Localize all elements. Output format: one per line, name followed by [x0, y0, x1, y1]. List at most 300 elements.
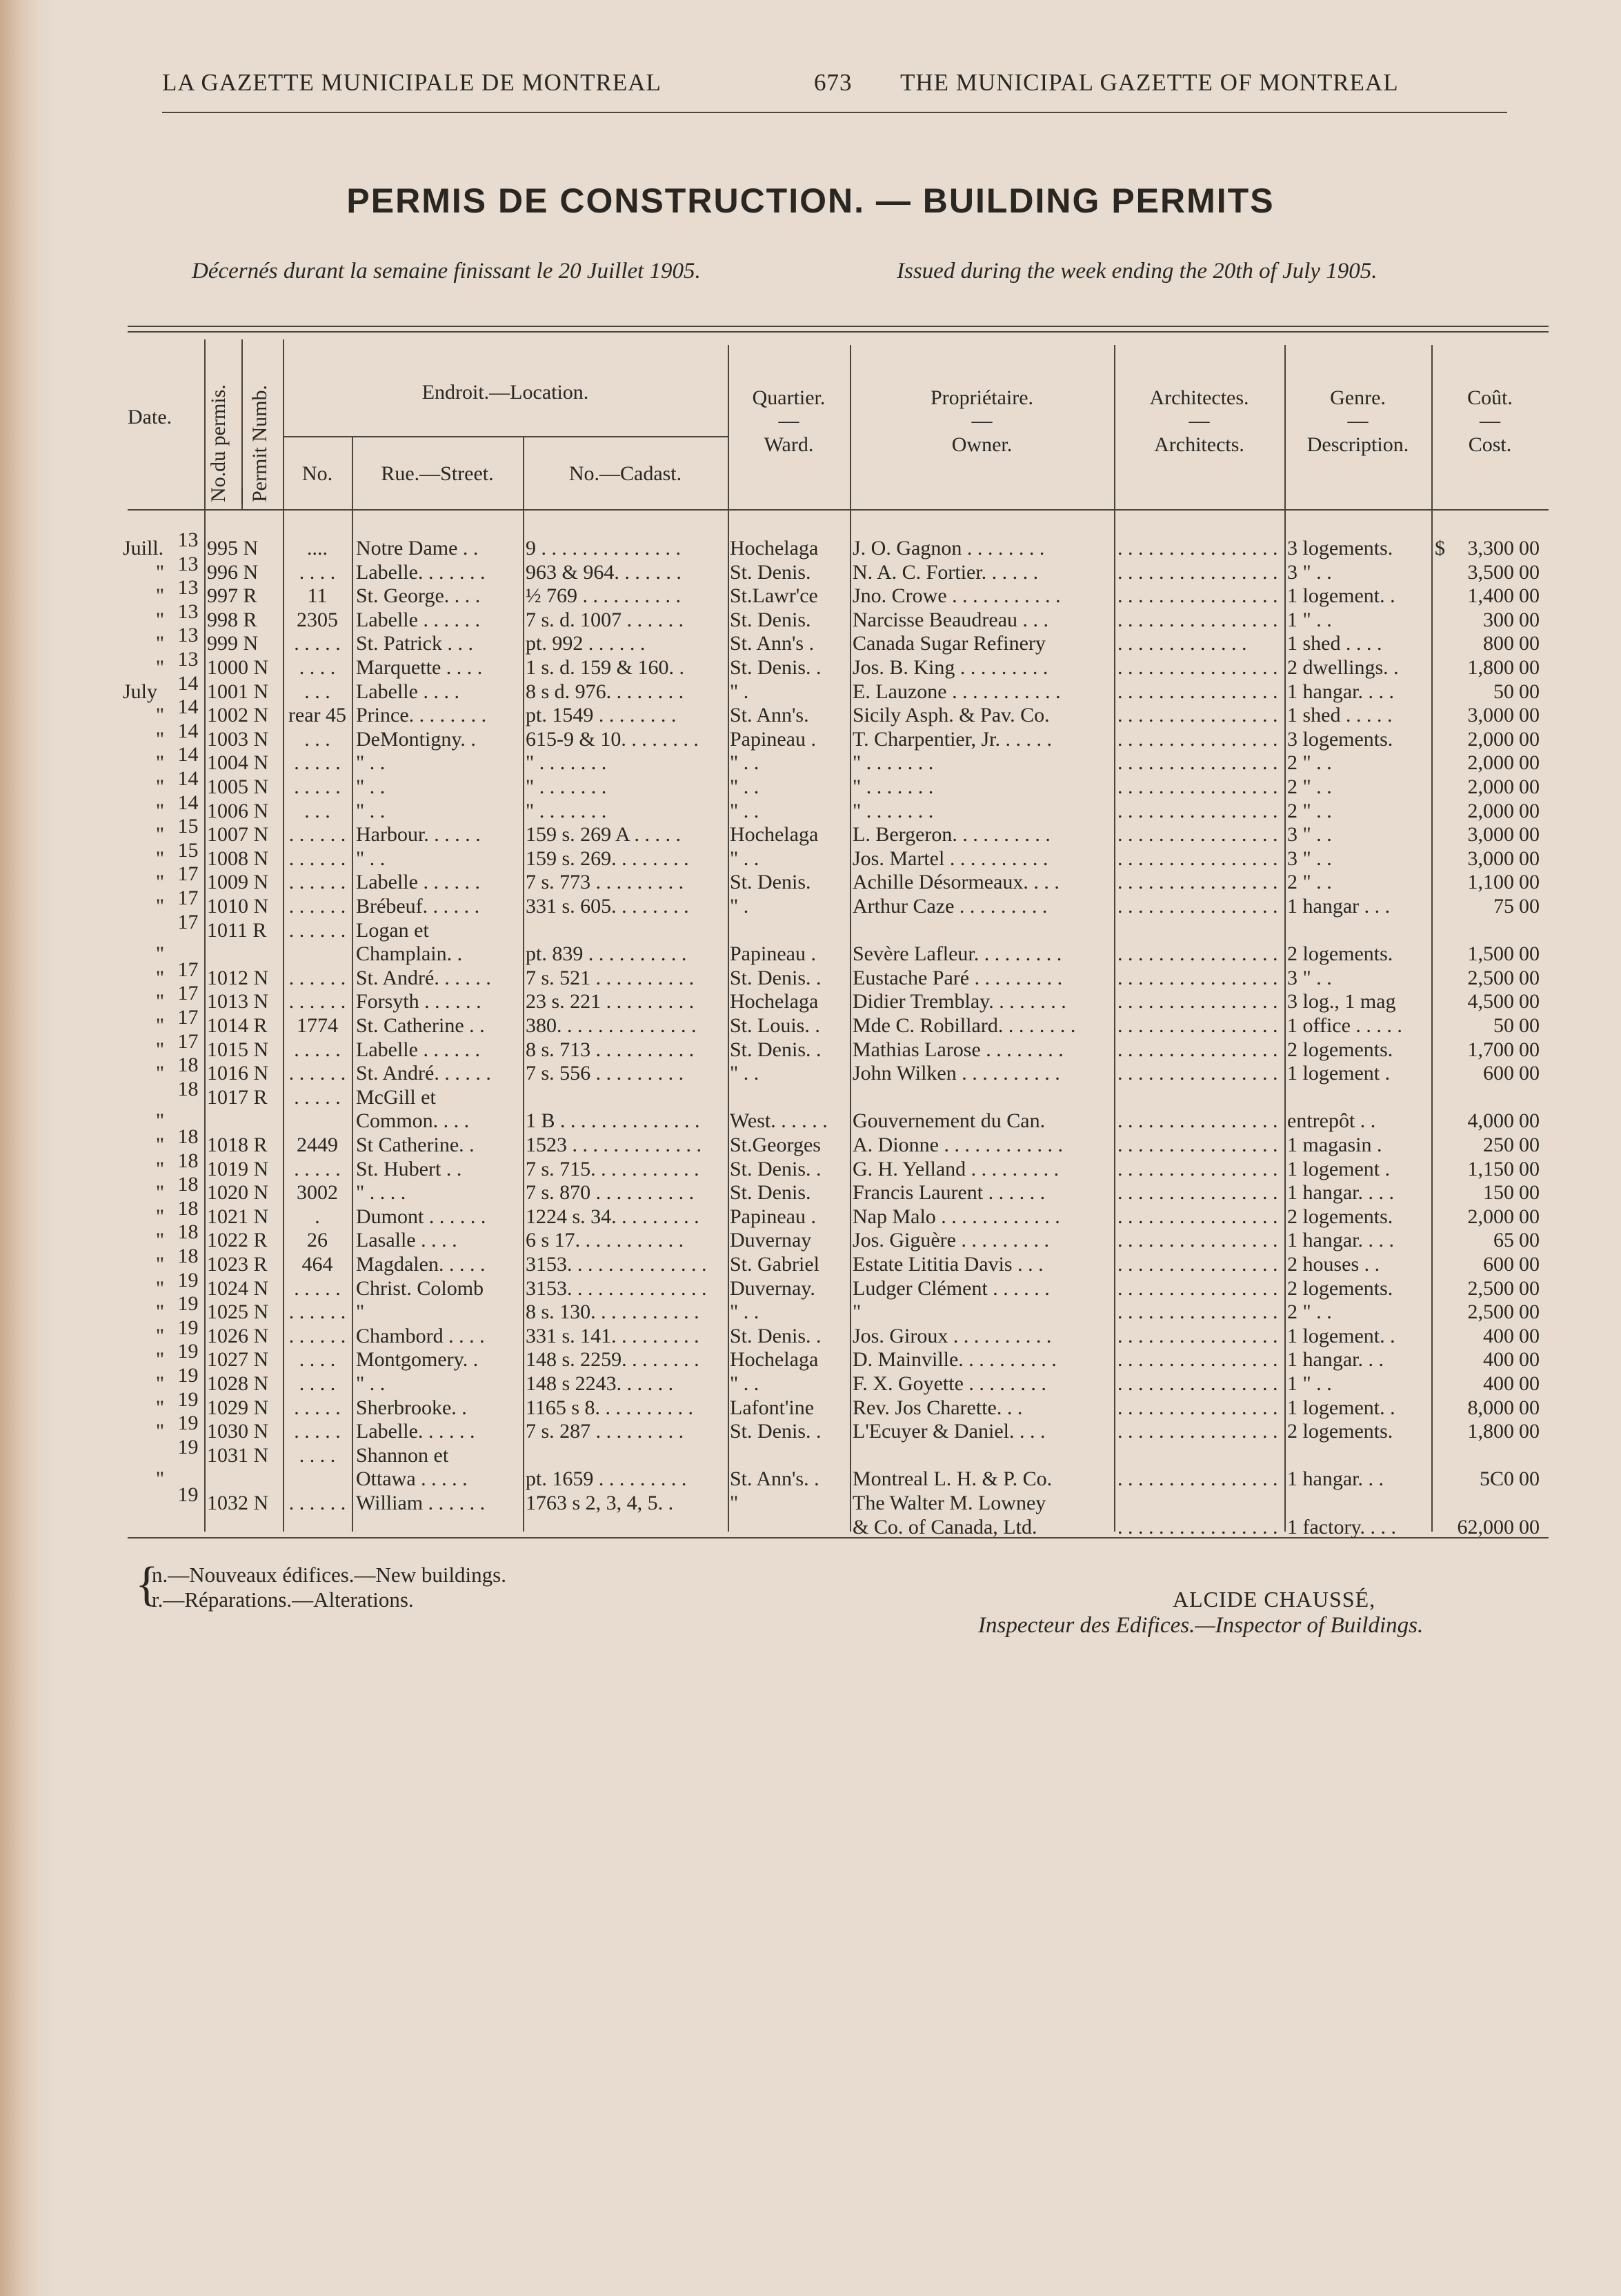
- cell-no: 1774: [297, 1014, 338, 1037]
- cell-cur: $: [1435, 537, 1445, 560]
- cell-cadast: 159 s. 269. . . . . . . .: [526, 847, 689, 870]
- cell-ward: " . .: [730, 775, 759, 798]
- cell-genre: 1 hangar. . . .: [1287, 1229, 1394, 1251]
- legend-brace: {: [135, 1558, 159, 1611]
- cell-cents: 00: [1519, 847, 1540, 870]
- cell-ward: Papineau .: [730, 942, 816, 965]
- cell-day: 17: [177, 862, 199, 885]
- cell-day: 14: [177, 767, 199, 790]
- cell-arch: . . . . . . . . . . . . . . . .: [1117, 895, 1278, 918]
- subtitle-french: Décernés durant la semaine finissant le 20 Juillet 1905.: [192, 259, 701, 284]
- cell-ditto: ": [155, 1325, 165, 1347]
- cell-cadast: 1224 s. 34. . . . . . . . .: [526, 1205, 699, 1228]
- cell-ward: Hochelaga: [730, 1348, 819, 1371]
- cell-no: 3002: [297, 1181, 338, 1204]
- cell-genre: 2 logements.: [1287, 1038, 1393, 1061]
- cell-owner: Montreal L. H. & P. Co.: [853, 1467, 1053, 1490]
- table-row: [0, 672, 1621, 704]
- header-ward-french: Quartier.: [752, 386, 826, 409]
- cell-cents: 00: [1519, 1516, 1540, 1538]
- cell-street: Labelle. . . . . .: [356, 1420, 475, 1443]
- cell-ditto: ": [155, 1229, 165, 1251]
- cell-cost: 3,300: [1467, 537, 1514, 560]
- cell-genre: 2 " . .: [1287, 871, 1332, 893]
- cell-cadast: 8 s d. 976. . . . . . . .: [526, 680, 684, 703]
- table-row: [0, 815, 1621, 847]
- cell-arch: . . . . . . . . . . . . . . . .: [1117, 1396, 1278, 1419]
- cell-day: 18: [177, 1245, 199, 1267]
- cell-day: 19: [177, 1388, 199, 1411]
- cell-cadast: 615-9 & 10. . . . . . . .: [526, 728, 699, 751]
- cell-street: Forsyth . . . . . .: [356, 990, 481, 1013]
- cell-arch: . . . . . . . . . . . . . . . .: [1117, 871, 1278, 893]
- cell-day: 14: [177, 672, 199, 695]
- cell-no: .: [315, 1205, 320, 1228]
- cell-cadast: " . . . . . . .: [526, 751, 607, 774]
- cell-street: St. Catherine . .: [356, 1014, 485, 1037]
- cell-day: 17: [177, 1030, 199, 1053]
- cell-day: 14: [177, 720, 199, 742]
- cell-permit: 1017 R: [207, 1086, 268, 1109]
- header-description-dash: —: [1347, 409, 1369, 432]
- cell-street: St. André. . . . . .: [356, 1062, 491, 1085]
- cell-month: July: [123, 680, 158, 703]
- cell-permit: 1015 N: [207, 1038, 269, 1061]
- cell-arch: . . . . . . . . . . . . . . . .: [1117, 1372, 1278, 1395]
- table-row: [0, 743, 1621, 775]
- cell-cost: 250: [1483, 1134, 1514, 1156]
- cell-owner: N. A. C. Fortier. . . . . .: [853, 561, 1039, 584]
- cell-cost: 3,000: [1467, 847, 1514, 870]
- cell-ward: St. Denis.: [730, 561, 811, 584]
- cell-cents: 00: [1519, 1348, 1540, 1371]
- cell-owner: Narcisse Beaudreau . . .: [853, 608, 1049, 631]
- cell-street: Shannon et: [356, 1444, 449, 1467]
- header-location: Endroit.—Location.: [421, 381, 589, 404]
- cell-arch: . . . . . . . . . . . . . . . .: [1117, 561, 1278, 584]
- cell-owner: " . . . . . . .: [853, 800, 934, 822]
- cell-genre: 3 " . .: [1287, 847, 1332, 870]
- cell-cost: 2,000: [1467, 751, 1514, 774]
- cell-arch: . . . . . . . . . . . . . . . .: [1117, 680, 1278, 703]
- cell-cents: 00: [1519, 680, 1540, 703]
- table-row: [0, 1078, 1621, 1109]
- cell-no: 464: [301, 1253, 333, 1276]
- cell-cost: 600: [1483, 1253, 1514, 1276]
- cell-cost: 400: [1483, 1348, 1514, 1371]
- cell-owner: G. H. Yelland . . . . . . . . .: [853, 1158, 1060, 1180]
- cell-cadast: 9 . . . . . . . . . . . . . .: [526, 537, 681, 560]
- table-row: [0, 1006, 1621, 1038]
- cell-cost: 3,000: [1467, 704, 1514, 726]
- cell-ditto: ": [155, 847, 165, 870]
- cell-ditto: ": [155, 751, 165, 774]
- cell-permit: 1026 N: [207, 1325, 269, 1347]
- subtitle-english: Issued during the week ending the 20th of July 1905.: [897, 259, 1378, 284]
- cell-street: Prince. . . . . . . .: [356, 704, 487, 726]
- header-cost-english: Cost.: [1468, 433, 1512, 456]
- cell-ditto: ": [155, 1253, 165, 1276]
- cell-street: Chambord . . . .: [356, 1325, 485, 1347]
- cell-cadast: 159 s. 269 A . . . . .: [526, 823, 682, 846]
- cell-no: . . . . .: [294, 1158, 341, 1180]
- cell-cadast: 7 s. 715. . . . . . . . . . .: [526, 1158, 699, 1180]
- cell-ward: St. Denis. .: [730, 1325, 822, 1347]
- cell-no: . . . . .: [294, 1396, 341, 1419]
- cell-permit: 1025 N: [207, 1300, 269, 1323]
- cell-day: 18: [177, 1125, 199, 1148]
- cell-street: Lasalle . . . .: [356, 1229, 457, 1251]
- cell-owner: T. Charpentier, Jr. . . . . .: [853, 728, 1053, 751]
- cell-cents: 00: [1519, 1181, 1540, 1204]
- page-title: PERMIS DE CONSTRUCTION. — BUILDING PERMITS: [346, 181, 1275, 220]
- cell-ward: St. Denis.: [730, 608, 811, 631]
- cell-cents: 00: [1519, 1109, 1540, 1132]
- table-row: [0, 942, 1621, 966]
- cell-ward: St. Gabriel: [730, 1253, 819, 1276]
- header-street: Rue.—Street.: [381, 462, 494, 485]
- cell-arch: . . . . . . . . . . . . . . . .: [1117, 775, 1278, 798]
- cell-genre: 1 magasin .: [1287, 1134, 1382, 1156]
- cell-day: 19: [177, 1316, 199, 1339]
- cell-ward: St. Ann's .: [730, 632, 815, 655]
- cell-cents: 00: [1519, 967, 1540, 989]
- running-head-rule: [162, 112, 1507, 113]
- cell-day: 18: [177, 1220, 199, 1243]
- cell-ditto: ": [155, 656, 165, 679]
- cell-cadast: 6 s 17. . . . . . . . . . .: [526, 1229, 684, 1251]
- cell-cost: 150: [1483, 1181, 1514, 1204]
- cell-ward: " . .: [730, 751, 759, 774]
- cell-street: " . .: [356, 800, 386, 822]
- cell-street: Brébeuf. . . . . .: [356, 895, 480, 918]
- cell-street: St. George. . . .: [356, 584, 481, 607]
- cell-arch: . . . . . . . . . . . . . . . .: [1117, 1038, 1278, 1061]
- cell-no: 11: [307, 584, 328, 607]
- cell-arch: . . . . . . . . . . . . . . . .: [1117, 1277, 1278, 1300]
- cell-ditto: ": [155, 561, 165, 584]
- cell-genre: 2 logements.: [1287, 1420, 1393, 1443]
- cell-day: 13: [177, 553, 199, 575]
- cell-arch: . . . . . . . . . . . . . . . .: [1117, 728, 1278, 751]
- cell-ditto: ": [155, 1372, 165, 1395]
- cell-ward: " . .: [730, 1300, 759, 1323]
- cell-street: " . .: [356, 847, 386, 870]
- cell-owner: J. O. Gagnon . . . . . . . .: [853, 537, 1045, 560]
- cell-street: William . . . . . .: [356, 1492, 486, 1514]
- cell-genre: 3 " . .: [1287, 967, 1332, 989]
- cell-cost: 800: [1483, 632, 1514, 655]
- cell-street: Notre Dame . .: [356, 537, 479, 560]
- cell-permit: 1006 N: [207, 800, 269, 822]
- cell-arch: . . . . . . . . . . . . . . . .: [1117, 800, 1278, 822]
- cell-permit: 1022 R: [207, 1229, 268, 1251]
- table-row: [0, 553, 1621, 584]
- cell-permit: 1005 N: [207, 775, 269, 798]
- header-ward-dash: —: [778, 409, 799, 432]
- cell-cadast: 1 B . . . . . . . . . . . . . .: [526, 1109, 700, 1132]
- cell-street: Logan et: [356, 919, 429, 942]
- table-row: [0, 1030, 1621, 1062]
- cell-day: 19: [177, 1436, 199, 1458]
- inspector-name: ALCIDE CHAUSSÉ,: [1173, 1587, 1376, 1612]
- cell-genre: 2 " . .: [1287, 800, 1332, 822]
- cell-cents: 00: [1519, 751, 1540, 774]
- cell-permit: 1016 N: [207, 1062, 269, 1085]
- cell-owner: Ludger Clément . . . . . .: [853, 1277, 1050, 1300]
- cell-day: 13: [177, 624, 199, 646]
- cell-street: " . .: [356, 775, 386, 798]
- cell-arch: . . . . . . . . . . . . . . . .: [1117, 537, 1278, 560]
- cell-genre: 3 logements.: [1287, 537, 1393, 560]
- table-row: [0, 958, 1621, 990]
- cell-arch: . . . . . . . . . . . . . . . .: [1117, 1420, 1278, 1443]
- cell-no: . . . .: [299, 1444, 336, 1467]
- cell-arch: . . . . . . . . . . . . . . . .: [1117, 1325, 1278, 1347]
- header-owner-french: Propriétaire.: [930, 386, 1034, 409]
- cell-ward: West. . . . . .: [730, 1109, 828, 1132]
- cell-day: 18: [177, 1197, 199, 1220]
- cell-cost: 4,500: [1467, 990, 1514, 1013]
- cell-cost: 2,000: [1467, 800, 1514, 822]
- header-owner-english: Owner.: [951, 433, 1013, 456]
- cell-genre: 2 " . .: [1287, 1300, 1332, 1323]
- cell-day: 19: [177, 1340, 199, 1363]
- cell-ditto: ": [155, 1109, 165, 1132]
- cell-genre: 1 logement .: [1287, 1062, 1391, 1085]
- cell-day: 14: [177, 791, 199, 814]
- cell-genre: 2 logements.: [1287, 942, 1393, 965]
- cell-street: ": [356, 1300, 365, 1323]
- cell-street: St. André. . . . . .: [356, 967, 491, 989]
- cell-genre: 1 hangar . . .: [1287, 895, 1391, 918]
- cell-cost: 300: [1483, 608, 1514, 631]
- cell-ditto: ": [155, 942, 165, 965]
- cell-ditto: ": [155, 1062, 165, 1085]
- cell-ditto: ": [155, 1348, 165, 1371]
- cell-owner: " . . . . . . .: [853, 775, 934, 798]
- cell-cost: 50: [1493, 1014, 1514, 1037]
- cell-street: Magdalen. . . . .: [356, 1253, 486, 1276]
- cell-owner: Mde C. Robillard. . . . . . . .: [853, 1014, 1076, 1037]
- cell-arch: . . . . . . . . . . . . .: [1117, 632, 1247, 655]
- legend-new-buildings: n.—Nouveaux édifices.—New buildings.: [152, 1563, 506, 1587]
- cell-day: 17: [177, 958, 199, 981]
- cell-cost: 2,000: [1467, 775, 1514, 798]
- running-head-left: LA GAZETTE MUNICIPALE DE MONTREAL: [162, 69, 662, 96]
- cell-arch: . . . . . . . . . . . . . . . .: [1117, 1181, 1278, 1204]
- cell-street: Montgomery. .: [356, 1348, 479, 1371]
- cell-cadast: 1165 s 8. . . . . . . . . .: [526, 1396, 694, 1419]
- cell-cadast: pt. 1549 . . . . . . . .: [526, 704, 677, 726]
- cell-owner: L'Ecuyer & Daniel. . . .: [853, 1420, 1046, 1443]
- cell-cost: 1,500: [1467, 942, 1514, 965]
- cell-genre: entrepôt . .: [1287, 1109, 1376, 1132]
- cell-permit: 1024 N: [207, 1277, 269, 1300]
- cell-cents: 00: [1519, 990, 1540, 1013]
- table-row: [0, 648, 1621, 680]
- cell-day: 19: [177, 1412, 199, 1434]
- cell-no: . . . . .: [294, 1038, 341, 1061]
- cell-cents: 00: [1519, 1396, 1540, 1419]
- cell-cost: 75: [1493, 895, 1514, 918]
- inspector-title: Inspecteur des Edifices.—Inspector of Buildings.: [978, 1613, 1424, 1638]
- cell-ward: Hochelaga: [730, 823, 819, 846]
- cell-cadast: 23 s. 221 . . . . . . . . .: [526, 990, 695, 1013]
- cell-owner: A. Dionne . . . . . . . . . . . .: [853, 1134, 1063, 1156]
- cell-day: 19: [177, 1292, 199, 1315]
- cell-owner: John Wilken . . . . . . . . . .: [853, 1062, 1060, 1085]
- running-head-right: THE MUNICIPAL GAZETTE OF MONTREAL: [900, 69, 1399, 96]
- cell-permit: 1021 N: [207, 1205, 269, 1228]
- cell-ward: St. Denis. .: [730, 656, 822, 679]
- cell-cadast: " . . . . . . .: [526, 775, 607, 798]
- cell-cost: 2,000: [1467, 1205, 1514, 1228]
- cell-ditto: ": [155, 608, 165, 631]
- cell-owner: Jno. Crowe . . . . . . . . . . .: [853, 584, 1061, 607]
- cell-genre: 1 logement. .: [1287, 584, 1395, 607]
- cell-day: 18: [177, 1078, 199, 1100]
- cell-permit: 1008 N: [207, 847, 269, 870]
- cell-ward: " . .: [730, 1062, 759, 1085]
- cell-no: . . . . .: [294, 632, 341, 655]
- cell-no: . . . . . .: [288, 1062, 346, 1085]
- cell-ditto: ": [155, 871, 165, 893]
- cell-arch: . . . . . . . . . . . . . . . .: [1117, 1229, 1278, 1251]
- cell-genre: 1 hangar. . . .: [1287, 1181, 1394, 1204]
- cell-cost: 8,000: [1467, 1396, 1514, 1419]
- cell-ward: Papineau .: [730, 1205, 816, 1228]
- cell-street: Champlain. .: [356, 942, 463, 965]
- cell-genre: 1 office . . . . .: [1287, 1014, 1402, 1037]
- cell-street: St. Hubert . .: [356, 1158, 462, 1180]
- cell-owner: Sevère Lafleur. . . . . . . . .: [853, 942, 1062, 965]
- cell-owner: Didier Tremblay. . . . . . . .: [853, 990, 1066, 1013]
- table-row: [0, 982, 1621, 1013]
- cell-permit: 1018 R: [207, 1134, 268, 1156]
- table-row: [0, 1516, 1621, 1539]
- cell-owner: Sicily Asph. & Pav. Co.: [853, 704, 1050, 726]
- cell-ditto: ": [155, 823, 165, 846]
- cell-ditto: ": [155, 1181, 165, 1204]
- cell-no: . . . . .: [294, 775, 341, 798]
- cell-day: 13: [177, 600, 199, 623]
- table-row: [0, 1340, 1621, 1372]
- cell-cadast: pt. 839 . . . . . . . . . .: [526, 942, 687, 965]
- cell-permit: 1002 N: [207, 704, 269, 726]
- cell-no: ....: [307, 537, 328, 560]
- table-row: [0, 1412, 1621, 1443]
- cell-no: rear 45: [288, 704, 347, 726]
- table-top-rule: [128, 326, 1549, 327]
- cell-permit: 1004 N: [207, 751, 269, 774]
- cell-genre: 2 logements.: [1287, 1205, 1393, 1228]
- cell-ditto: ": [155, 1134, 165, 1156]
- cell-arch: . . . . . . . . . . . . . . . .: [1117, 1300, 1278, 1323]
- header-description-english: Description.: [1306, 433, 1409, 456]
- cell-day: 17: [177, 982, 199, 1004]
- cell-day: 19: [177, 1364, 199, 1387]
- cell-cadast: ½ 769 . . . . . . . . . .: [526, 584, 681, 607]
- table-row: [0, 1109, 1621, 1133]
- cell-genre: 3 log., 1 mag: [1287, 990, 1396, 1013]
- cell-ditto: ": [155, 990, 165, 1013]
- cell-ward: St. Denis. .: [730, 1158, 822, 1180]
- table-row: [0, 528, 1621, 560]
- cell-day: 17: [177, 1006, 199, 1029]
- table-row: [0, 576, 1621, 608]
- cell-owner: Jos. B. King . . . . . . . . .: [853, 656, 1048, 679]
- cell-day: 13: [177, 576, 199, 599]
- cell-no: . . . . . .: [288, 990, 346, 1013]
- cell-permit: 996 N: [207, 561, 259, 584]
- cell-permit: 1012 N: [207, 967, 269, 989]
- cell-cents: 00: [1519, 537, 1540, 560]
- cell-street: Labelle . . . . . .: [356, 1038, 480, 1061]
- cell-owner: Francis Laurent . . . . . .: [853, 1181, 1046, 1204]
- cell-genre: 2 dwellings. .: [1287, 656, 1399, 679]
- cell-ward: St.Georges: [730, 1134, 821, 1156]
- cell-ward: Papineau .: [730, 728, 816, 751]
- cell-cadast: 148 s. 2259. . . . . . . .: [526, 1348, 699, 1371]
- cell-ditto: ": [155, 1396, 165, 1419]
- cell-no: . . . .: [299, 561, 336, 584]
- cell-street: Labelle. . . . . . .: [356, 561, 486, 584]
- cell-cents: 00: [1519, 728, 1540, 751]
- cell-ditto: ": [155, 704, 165, 726]
- cell-cents: 00: [1519, 871, 1540, 893]
- cell-permit: 1003 N: [207, 728, 269, 751]
- cell-arch: . . . . . . . . . . . . . . . .: [1117, 751, 1278, 774]
- cell-owner: L. Bergeron. . . . . . . . . .: [853, 823, 1051, 846]
- cell-ditto: ": [155, 775, 165, 798]
- cell-ward: St. Louis. .: [730, 1014, 820, 1037]
- cell-ward: St. Ann's. .: [730, 1467, 819, 1490]
- cell-cadast: 7 s. 287 . . . . . . . . .: [526, 1420, 684, 1443]
- header-permit-english: Permit Numb.: [248, 385, 271, 502]
- table-row: [0, 839, 1621, 871]
- cell-no: . . . . . .: [288, 871, 346, 893]
- cell-genre: 1 shed . . . .: [1287, 632, 1382, 655]
- cell-cost: 1,800: [1467, 1420, 1514, 1443]
- cell-cadast: pt. 992 . . . . . .: [526, 632, 646, 655]
- header-permit-dash: —: [232, 488, 249, 504]
- cell-cadast: 380. . . . . . . . . . . . . .: [526, 1014, 697, 1037]
- header-description-french: Genre.: [1330, 386, 1386, 409]
- cell-street: St. Patrick . . .: [356, 632, 473, 655]
- header-bottom-rule: [128, 509, 1549, 511]
- cell-street: " . .: [356, 1372, 386, 1395]
- cell-permit: 1023 R: [207, 1253, 268, 1276]
- cell-no: . . . . . .: [288, 1492, 346, 1514]
- table-row: [0, 695, 1621, 727]
- page-number: 673: [814, 69, 853, 96]
- table-row: [0, 1197, 1621, 1229]
- cell-owner: Rev. Jos Charette. . .: [853, 1396, 1023, 1419]
- cell-permit: 1010 N: [207, 895, 269, 918]
- cell-no: . . . . .: [294, 751, 341, 774]
- cell-street: Labelle . . . . . .: [356, 871, 480, 893]
- cell-ditto: ": [155, 1420, 165, 1443]
- cell-owner: Jos. Giguère . . . . . . . . .: [853, 1229, 1049, 1251]
- cell-ditto: ": [155, 800, 165, 822]
- cell-arch: . . . . . . . . . . . . . . . .: [1117, 608, 1278, 631]
- cell-cents: 00: [1519, 800, 1540, 822]
- cell-ward: " . .: [730, 1372, 759, 1395]
- table-row: [0, 911, 1621, 942]
- cell-genre: 1 " . .: [1287, 608, 1332, 631]
- cell-cost: 400: [1483, 1325, 1514, 1347]
